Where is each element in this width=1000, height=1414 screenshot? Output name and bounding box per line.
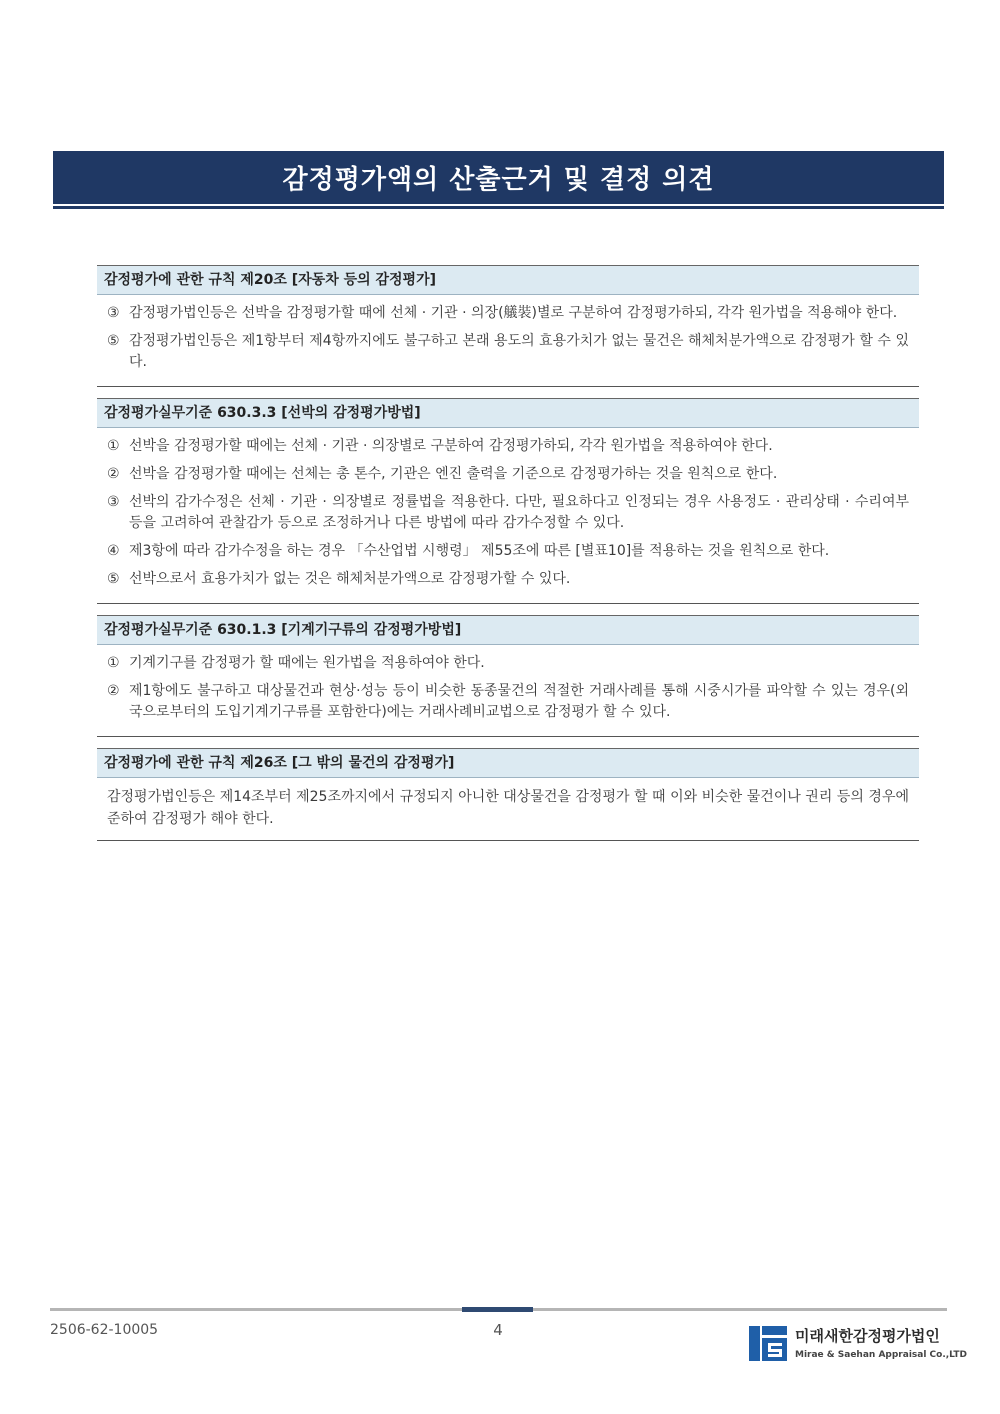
list-item bbox=[107, 492, 909, 534]
page-number: 4 bbox=[493, 1321, 503, 1339]
section-body bbox=[97, 778, 919, 841]
company-logo-icon bbox=[749, 1323, 789, 1363]
section-body bbox=[97, 428, 919, 604]
list-item bbox=[107, 331, 909, 373]
section-rule-20 bbox=[97, 265, 919, 387]
item-text: 감정평가법인등은 제1항부터 제4항까지에도 불구하고 본래 용도의 효용가치가 없는 물건은 해체처분가액으로 감정평가 할 수 있다. bbox=[129, 333, 909, 370]
item-text: 선박의 감가수정은 선체 · 기관 · 의장별로 정률법을 적용한다. 다만, 필요하다고 인정되는 경우 사용정도 · 관리상태 · 수리여부 등을 고려하여 관찰감가 등으로 조정하거나 다른 방법에 따라 감가수정할 수 있다. bbox=[129, 494, 909, 531]
item-text: 제1항에도 불구하고 대상물건과 현상·성능 등이 비슷한 동종물건의 적절한 거래사례를 통해 시중시가를 파악할 수 있는 경우(외국으로부터의 도입기계기구류를 포함한다)에는 거래사례비교법으로 감정평가 할 수 있다. bbox=[129, 683, 909, 720]
item-text: 감정평가법인등은 선박을 감정평가할 때에 선체 · 기관 · 의장(艤裝)별로 구분하여 감정평가하되, 각각 원가법을 적용해야 한다. bbox=[129, 305, 898, 321]
item-text: 선박을 감정평가할 때에는 선체 · 기관 · 의장별로 구분하여 감정평가하되, 각각 원가법을 적용하여야 한다. bbox=[129, 438, 773, 454]
section-paragraph: 감정평가법인등은 제14조부터 제25조까지에서 규정되지 아니한 대상물건을 감정평가 할 때 이와 비슷한 물건이나 권리 등의 경우에 준하여 감정평가 해야 한다. bbox=[107, 789, 909, 827]
item-number: ⑤ bbox=[107, 333, 120, 349]
company-logo bbox=[749, 1323, 968, 1365]
company-name-en: Mirae & Saehan Appraisal Co.,LTD bbox=[795, 1350, 968, 1360]
section-heading: 감정평가실무기준 630.3.3 [선박의 감정평가방법] bbox=[97, 398, 919, 428]
item-number: ① bbox=[107, 655, 120, 671]
document-number: 2506-62-10005 bbox=[50, 1322, 159, 1338]
section-standard-630-3-3 bbox=[97, 398, 919, 604]
list-item bbox=[107, 436, 909, 457]
item-number: ③ bbox=[107, 494, 120, 510]
section-heading: 감정평가에 관한 규칙 제26조 [그 밖의 물건의 감정평가] bbox=[97, 748, 919, 778]
section-body bbox=[97, 645, 919, 737]
title-underline bbox=[53, 206, 944, 209]
section-rule-26 bbox=[97, 748, 919, 841]
item-number: ② bbox=[107, 466, 120, 482]
content-area bbox=[97, 265, 919, 852]
list-item bbox=[107, 464, 909, 485]
item-number: ① bbox=[107, 438, 120, 454]
section-standard-630-1-3 bbox=[97, 615, 919, 737]
company-name-ko: 미래새한감정평가법인 bbox=[795, 1327, 940, 1345]
item-text: 제3항에 따라 감가수정을 하는 경우 「수산업법 시행령」 제55조에 따른 [별표10]를 적용하는 것을 원칙으로 한다. bbox=[129, 543, 830, 559]
section-body bbox=[97, 295, 919, 387]
item-number: ③ bbox=[107, 305, 120, 321]
item-text: 선박을 감정평가할 때에는 선체는 총 톤수, 기관은 엔진 출력을 기준으로 감정평가하는 것을 원칙으로 한다. bbox=[129, 466, 778, 482]
footer-divider-accent bbox=[462, 1307, 533, 1312]
list-item bbox=[107, 569, 909, 590]
item-number: ⑤ bbox=[107, 571, 120, 587]
section-heading: 감정평가에 관한 규칙 제20조 [자동차 등의 감정평가] bbox=[97, 265, 919, 295]
item-number: ④ bbox=[107, 543, 120, 559]
item-number: ② bbox=[107, 683, 120, 699]
section-heading: 감정평가실무기준 630.1.3 [기계기구류의 감정평가방법] bbox=[97, 615, 919, 645]
item-text: 선박으로서 효용가치가 없는 것은 해체처분가액으로 감정평가할 수 있다. bbox=[129, 571, 571, 587]
page-title-bar bbox=[53, 151, 944, 204]
page-title: 감정평가액의 산출근거 및 결정 의견 bbox=[282, 165, 715, 195]
list-item bbox=[107, 303, 909, 324]
list-item bbox=[107, 653, 909, 674]
list-item bbox=[107, 541, 909, 562]
item-text: 기계기구를 감정평가 할 때에는 원가법을 적용하여야 한다. bbox=[129, 655, 485, 671]
list-item bbox=[107, 681, 909, 723]
